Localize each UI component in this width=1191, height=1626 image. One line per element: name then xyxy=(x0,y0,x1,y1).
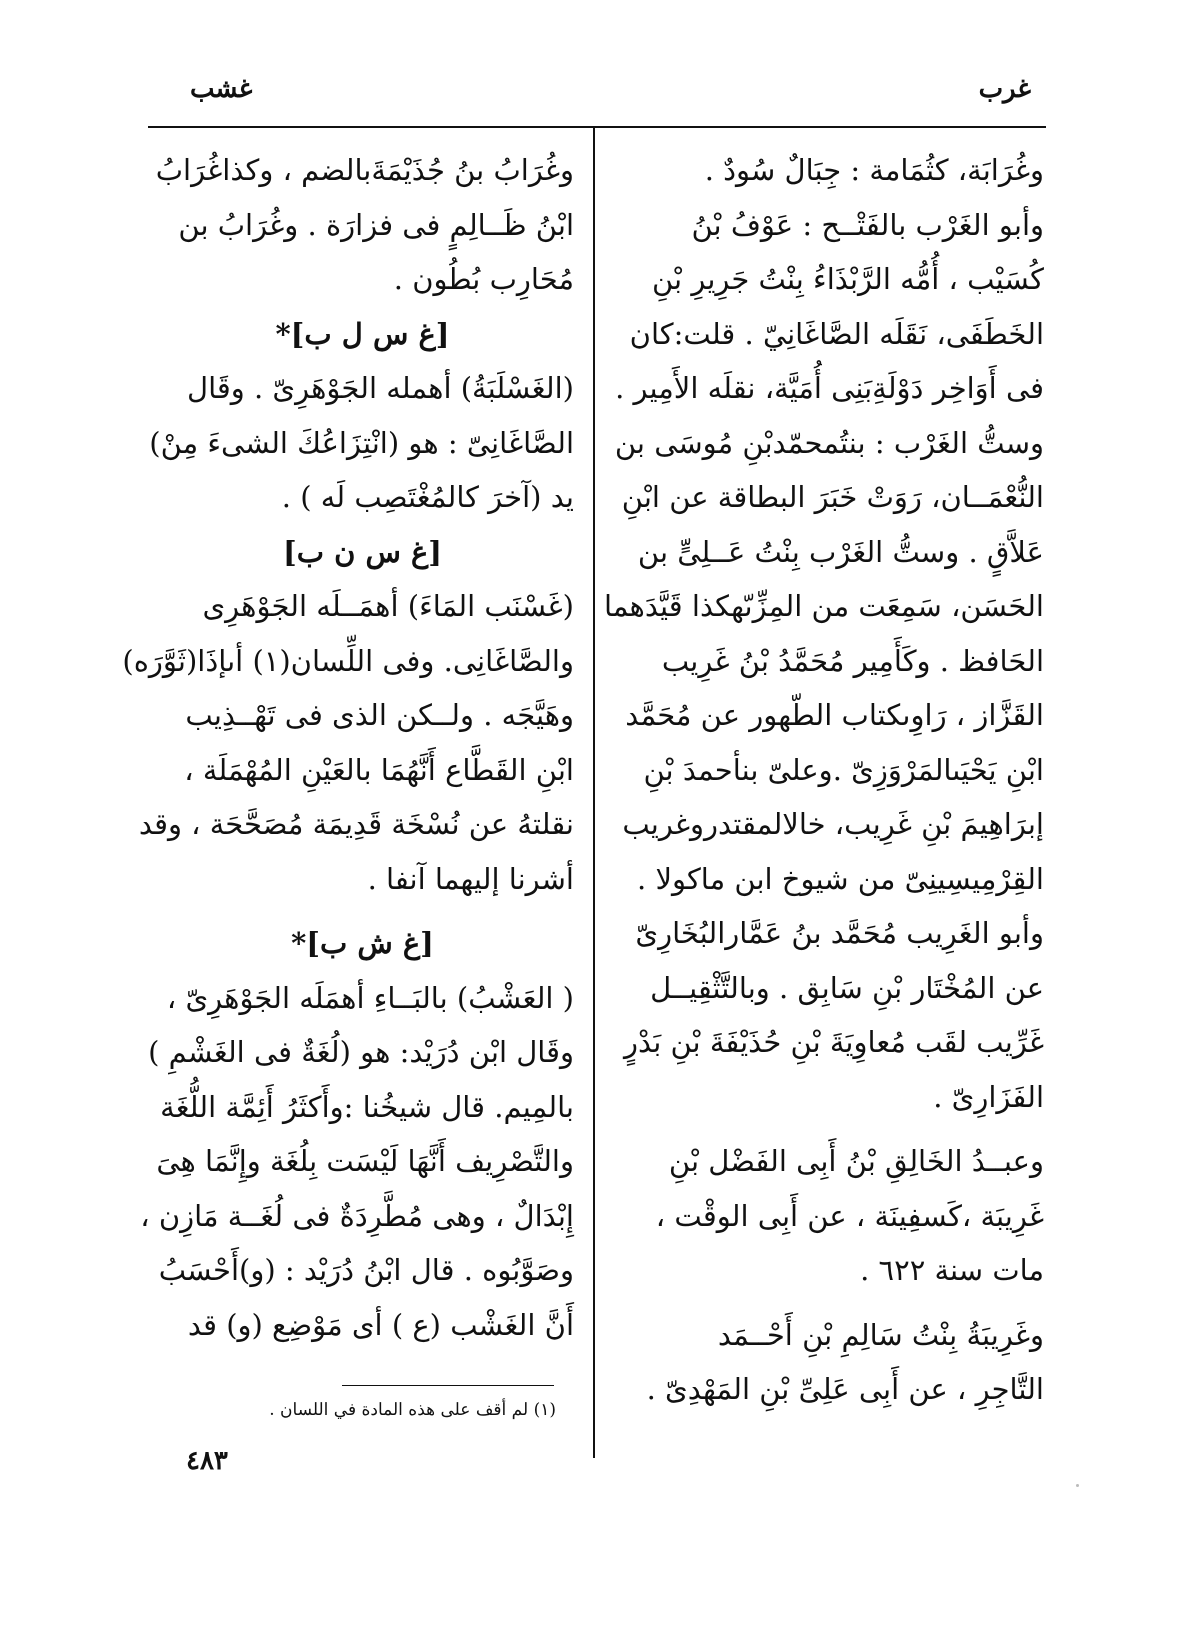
text-line: كُسَيْب ، أُمُّه الرَّبْذَاءُ بِنْتُ جَرِيرِ بْنِ xyxy=(651,262,1044,296)
text-line: ابْنُ ظَــالِمٍ فى فزارَة . وغُرَابُ بن xyxy=(178,207,574,242)
text-line: التَّاجِرِ ، عن أَبِى عَلِىِّ بْنِ المَهْدِىّ . xyxy=(646,1372,1044,1406)
entry-heading: [غ س ل ب]* xyxy=(275,316,450,351)
text-line: أَنَّ الغَشْب (ع ) أى مَوْضِع (و) قد xyxy=(187,1307,574,1342)
text-line: وغُرَابُ بنُ جُذَيْمَةَبالضم ، وكذاغُرَابُ xyxy=(155,153,574,187)
text-line: الخَطَفَى، نَقَلَه الصَّاغَانِيّ . قلت:كان xyxy=(629,316,1044,351)
text-line: مات سنة ٦٢٢ . xyxy=(860,1253,1044,1287)
running-head-right: غرب xyxy=(978,74,1031,104)
paragraph-gap xyxy=(151,906,574,916)
text-line: بالمِيم. قال شيخُنا :وأَكثَرُ أَئِمَّة اللُّغَة xyxy=(160,1089,574,1124)
footnote: (١) لم أقف على هذه المادة في اللسان . xyxy=(269,1400,556,1420)
text-line: ابْنِ يَحْيَىالمَرْوَزِىّ .وعلىّ بنأحمدَ بْنِ xyxy=(643,752,1044,787)
text-line: الحَسَن، سَمِعَت من المِزِّىّهكذا قَيَّدَهما xyxy=(603,589,1044,623)
text-line: القَزَّاز ، رَاوِىكتاب الطّهور عن مُحَمَّد xyxy=(625,698,1044,732)
text-line: عَلاَّقٍ . وستُّ الغَرْب بِنْتُ عَــلِىٍّ بن xyxy=(637,534,1044,569)
text-line: وغُرَابَة، كثُمَامة : جِبَالٌ سُودٌ . xyxy=(704,153,1044,187)
text-line: وعبــدُ الخَالِقِ بْنُ أَبِى الفَضْل بْنِ xyxy=(668,1144,1044,1178)
text-line: الفَزَارِىّ . xyxy=(933,1079,1044,1114)
scan-speck xyxy=(1076,1484,1079,1487)
text-line: والصَّاغَانِى. وفى اللِّسان(١) أىإذَا(ثَوَّرَه) xyxy=(122,643,574,678)
text-line: الحَافظ . وكَأَمِير مُحَمَّدُ بْنُ غَرِيب xyxy=(661,643,1044,678)
text-line: ( العَشْبُ) بالبَــاءِ أهمَلَه الجَوْهَرِىّ ، xyxy=(166,980,574,1015)
text-line: ابْنِ القَطَّاع أَنَّهُمَا بالعَيْنِ المُهْمَلَة ، xyxy=(184,752,574,787)
text-line: يد (آخرَ كالمُغْتَصِب لَه ) . xyxy=(281,480,574,514)
text-line: وقَال ابْن دُرَيْد: هو (لُغَةٌ فى الغَشْمِ ) xyxy=(148,1035,574,1069)
entry-heading: [غ ش ب]* xyxy=(291,926,434,960)
footnote-rule xyxy=(342,1385,554,1386)
text-line: وأبو الغَرْب بالفَتْــح : عَوْفُ بْنُ xyxy=(691,207,1044,242)
text-line: والتَّصْرِيف أَنَّهَا لَيْسَت بِلُغَة وإِنَّمَا هِىَ xyxy=(156,1144,574,1178)
text-line: إِبْدَالٌ ، وهى مُطَّرِدَةٌ فى لُغَــة مَازِن ، xyxy=(140,1198,574,1233)
paragraph-gap xyxy=(612,1298,1044,1308)
text-line: الصَّاغَانِىّ : هو (انْتِزَاعُكَ الشىءَ مِنْ) xyxy=(149,425,574,460)
text-line: وغَرِيبَةُ بِنْتُ سَالِمِ بْنِ أَحْــمَد xyxy=(717,1317,1044,1352)
text-line: النُّعْمَــان، رَوَتْ خَبَرَ البطاقة عن ابْنِ xyxy=(621,480,1044,514)
text-line: وهَيَّجَه . ولــكن الذى فى تَهْــذِيب xyxy=(185,698,574,732)
text-line: فى أَوَاخِر دَوْلَةِبَنِى أُمَيَّة، نقلَه الأَمِير . xyxy=(615,371,1044,405)
right-column xyxy=(603,143,1044,1417)
left-column xyxy=(122,143,574,1352)
page-number: ٤٨٣ xyxy=(186,1446,228,1476)
text-line: (الغَسْلَبَةُ) أهمله الجَوْهَرِىّ . وقَال xyxy=(187,371,574,405)
text-line: غَرِيبَة ،كَسفِينَة ، عن أَبِى الوقْت ، xyxy=(655,1198,1044,1233)
text-line: إبرَاهِيمَ بْنِ غَرِيب، خالالمقتدروغريب xyxy=(622,807,1044,841)
text-line: وصَوَّبُوه . قال ابْنُ دُرَيْد : (و)أَحْسَبُ xyxy=(158,1253,574,1287)
text-line: عن المُخْتَار بْنِ سَابِق . وبالتَّثْقِيــل xyxy=(650,970,1044,1005)
text-line: غَرِّيب لقَب مُعاوِيَةَ بْنِ حُذَيْفَةَ بْنِ بَدْرٍ xyxy=(623,1025,1044,1059)
column-divider xyxy=(593,128,595,1458)
paragraph-gap xyxy=(612,1124,1044,1134)
running-head-left: غشب xyxy=(190,74,253,104)
text-line: (غَسْنَب المَاءَ) أهمَــلَه الجَوْهَرِى xyxy=(202,589,574,623)
text-line: وستُّ الغَرْب : بنتُمحمّدبْنِ مُوسَى بن xyxy=(614,425,1044,460)
text-line: أشرنا إليهما آنفا . xyxy=(367,861,574,896)
entry-heading: [غ س ن ب] xyxy=(282,534,443,569)
text-line: وأبو الغَرِيب مُحَمَّد بنُ عَمَّارالبُخَارِىّ xyxy=(635,916,1044,950)
text-line: مُحَارِب بُطُون . xyxy=(393,262,574,296)
text-line: نقلتهُ عن نُسْخَة قَدِيمَة مُصَحَّحَة ، وقد xyxy=(138,807,574,841)
text-line: القِرْمِيسِينِىّ من شيوخ ابن ماكولا . xyxy=(637,861,1044,896)
header-rule xyxy=(148,126,1046,128)
